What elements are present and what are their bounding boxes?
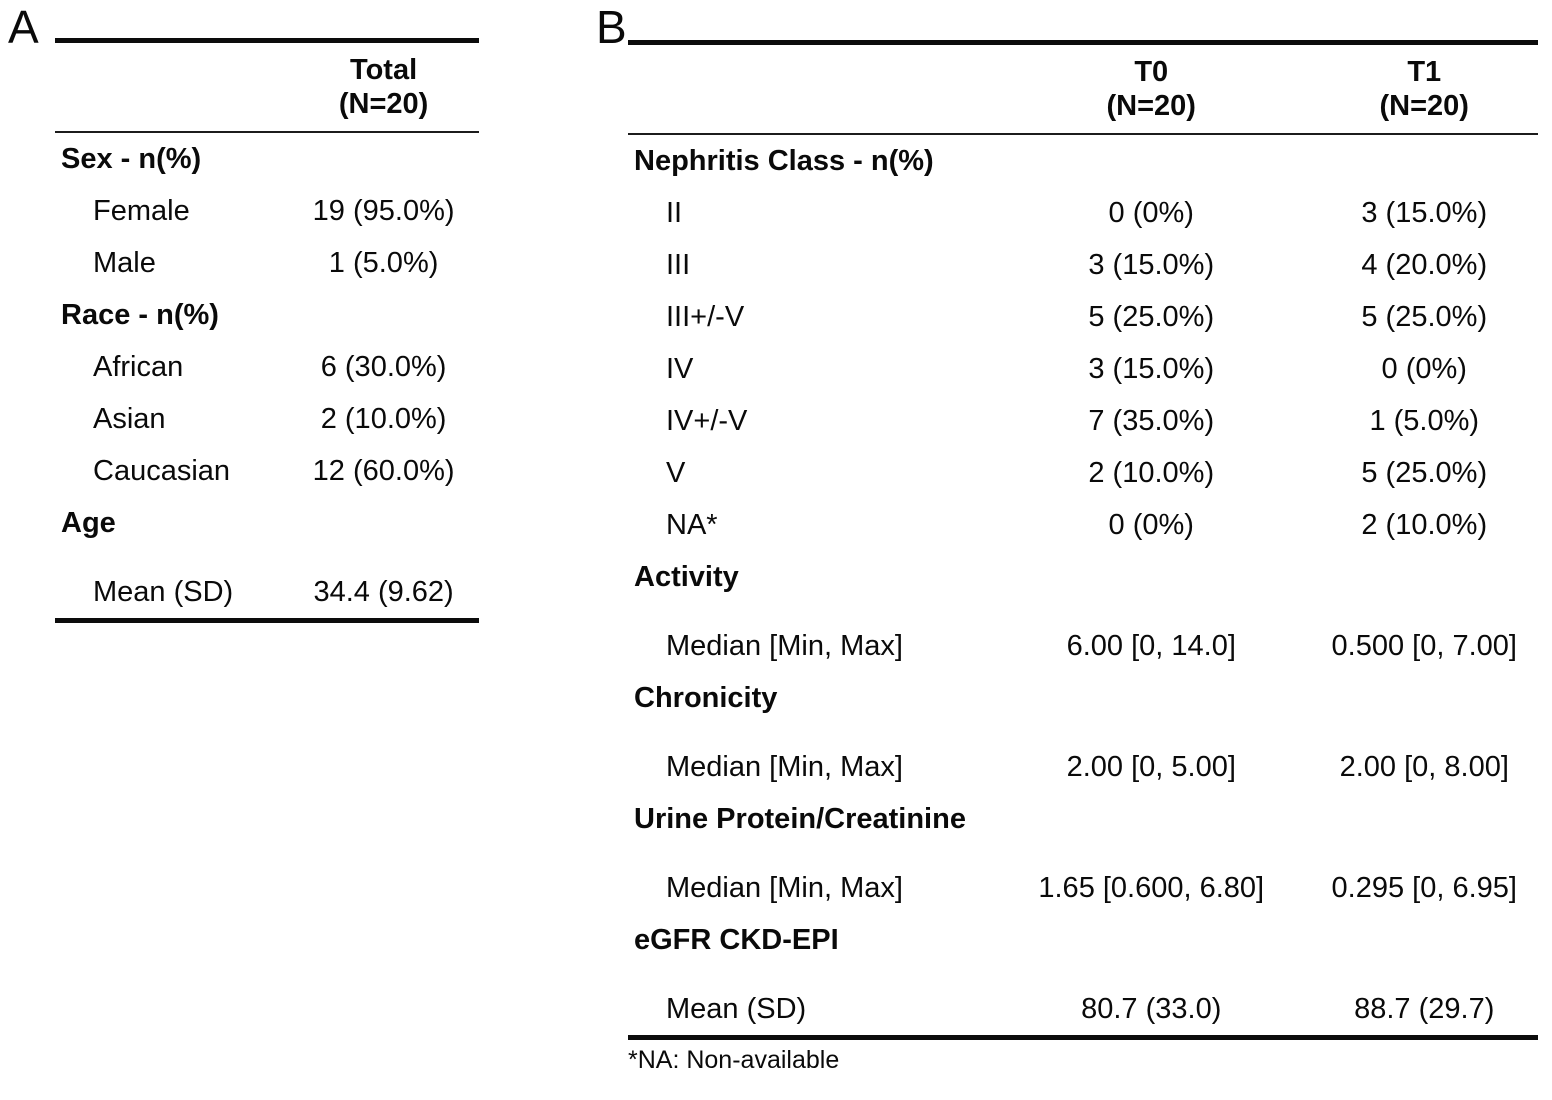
row-label: Female: [93, 194, 190, 227]
row-value-t0: 0 (0%): [1108, 196, 1194, 229]
row-label: Caucasian: [93, 454, 231, 487]
table-row: [628, 134, 1538, 187]
row-value-t1: [1311, 551, 1539, 603]
table-row: [628, 499, 1538, 551]
table-row: [628, 343, 1538, 395]
row-value-t1: 88.7 (29.7): [1311, 966, 1539, 1038]
row-value: 19 (95.0%): [312, 194, 455, 227]
row-value-t1: 4 (20.0%): [1361, 248, 1488, 281]
row-label: V: [666, 456, 686, 489]
row-label: Median [Min, Max]: [666, 750, 903, 783]
row-label: III: [666, 248, 691, 281]
table-row: [628, 724, 1538, 793]
row-value-t0: 1.65 [0.600, 6.80]: [1038, 871, 1265, 904]
row-value-t1: 0 (0%): [1381, 352, 1467, 385]
row-label: Mean (SD): [628, 966, 992, 1038]
table-row: [55, 393, 479, 445]
row-section-label: Race - n(%): [61, 298, 219, 331]
table-row: [628, 291, 1538, 343]
row-value: 34.4 (9.62): [288, 549, 479, 621]
row-label: African: [93, 350, 184, 383]
row-section-label: Activity: [634, 560, 739, 593]
header-total-cell: [288, 41, 479, 133]
table-row: [55, 289, 479, 341]
row-value-t0: 0 (0%): [1108, 508, 1194, 541]
row-label: Male: [93, 246, 156, 279]
table-header-row: [55, 41, 479, 133]
row-value-t1: 0.500 [0, 7.00]: [1331, 629, 1517, 662]
row-value-t1: [1311, 793, 1539, 845]
row-section-label: Age: [61, 506, 116, 539]
table-row: [55, 341, 479, 393]
row-value-t0: 2.00 [0, 5.00]: [1066, 750, 1236, 783]
row-label: Median [Min, Max]: [666, 871, 903, 904]
table-row: [628, 187, 1538, 239]
row-value-t0: 5 (25.0%): [1088, 300, 1215, 333]
row-label: NA*: [666, 508, 718, 541]
header-total-line1: Total: [350, 54, 418, 86]
table-row: [628, 239, 1538, 291]
table-row: [628, 551, 1538, 603]
table-row: [628, 966, 1538, 1038]
table-row: [55, 237, 479, 289]
clinical-characteristics-table: [628, 40, 1538, 1040]
row-label: IV+/-V: [666, 404, 748, 437]
panel-a-label: A: [8, 1, 39, 53]
row-value-t0: 3 (15.0%): [1088, 352, 1215, 385]
row-value-t0: 6.00 [0, 14.0]: [1066, 629, 1236, 662]
table-header-row: [628, 43, 1538, 135]
row-value-t0: [992, 134, 1311, 187]
table-row: [628, 447, 1538, 499]
row-value-t0: [992, 914, 1311, 966]
row-label: Asian: [93, 402, 166, 435]
table-row: [628, 395, 1538, 447]
header-t1-line2: (N=20): [1379, 90, 1469, 122]
table-row: [55, 549, 479, 621]
table-row: [55, 445, 479, 497]
row-value-t1: 2.00 [0, 8.00]: [1339, 750, 1509, 783]
header-empty-cell: [55, 41, 288, 133]
header-total-line2: (N=20): [338, 88, 429, 120]
table-row: [55, 497, 479, 549]
row-value-t0: 3 (15.0%): [1088, 248, 1215, 281]
row-value-t0: [992, 551, 1311, 603]
row-value: 1 (5.0%): [328, 246, 439, 279]
row-value-t0: 7 (35.0%): [1088, 404, 1215, 437]
header-t1-cell: [1311, 43, 1539, 135]
header-empty-cell: [628, 43, 992, 135]
row-label: Median [Min, Max]: [666, 629, 903, 662]
row-label: III+/-V: [666, 300, 745, 333]
row-section-label: Urine Protein/Creatinine: [634, 802, 966, 835]
header-t0-cell: [992, 43, 1311, 135]
table-row: [55, 132, 479, 185]
table-row: [628, 603, 1538, 672]
row-value-t1: 2 (10.0%): [1361, 508, 1488, 541]
row-label: Mean (SD): [55, 549, 288, 621]
row-value-t1: [1311, 134, 1539, 187]
row-value-t1: 3 (15.0%): [1361, 196, 1488, 229]
row-value-t1: 5 (25.0%): [1361, 456, 1488, 489]
table-footnote: *NA: Non-available: [628, 1046, 840, 1074]
row-section-label: Nephritis Class - n(%): [634, 144, 934, 177]
row-value-t1: 0.295 [0, 6.95]: [1331, 871, 1517, 904]
table-row: [628, 914, 1538, 966]
row-value-t1: [1311, 672, 1539, 724]
table-row: [628, 845, 1538, 914]
row-section-label: Chronicity: [634, 681, 778, 714]
header-t0-line2: (N=20): [1106, 90, 1196, 122]
row-value-t0: 2 (10.0%): [1088, 456, 1215, 489]
demographics-table: [55, 38, 479, 623]
row-value-t1: [1311, 914, 1539, 966]
row-label: IV: [666, 352, 694, 385]
row-value: [288, 289, 479, 341]
row-value: 6 (30.0%): [320, 350, 447, 383]
table-row: [628, 793, 1538, 845]
row-value: [288, 497, 479, 549]
row-value-t0: [992, 672, 1311, 724]
row-value: 12 (60.0%): [312, 454, 455, 487]
header-t1-line1: T1: [1407, 56, 1442, 88]
row-value-t1: 1 (5.0%): [1369, 404, 1480, 437]
row-value: [288, 132, 479, 185]
header-t0-line1: T0: [1134, 56, 1169, 88]
row-section-label: eGFR CKD-EPI: [634, 923, 839, 956]
table-row: [628, 672, 1538, 724]
row-value-t1: 5 (25.0%): [1361, 300, 1488, 333]
row-value-t0: 80.7 (33.0): [992, 966, 1311, 1038]
row-value: 2 (10.0%): [320, 402, 447, 435]
panel-b-label: B: [596, 1, 627, 53]
row-section-label: Sex - n(%): [61, 142, 202, 175]
table-row: [55, 185, 479, 237]
row-label: II: [666, 196, 683, 229]
row-value-t0: [992, 793, 1311, 845]
